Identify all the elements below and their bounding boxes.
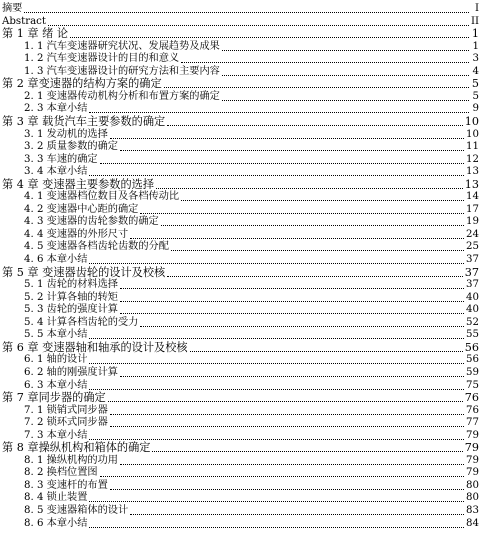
toc-dot-leader bbox=[167, 125, 463, 126]
toc-dot-leader bbox=[89, 112, 469, 113]
toc-chapter-entry[interactable] bbox=[0, 441, 479, 454]
toc-entry-label: 6. 2 轴的刚强度计算 bbox=[24, 366, 118, 378]
toc-section-entry[interactable] bbox=[0, 366, 479, 379]
toc-dot-leader bbox=[120, 301, 464, 302]
toc-dot-leader bbox=[152, 451, 462, 452]
toc-dot-leader bbox=[89, 389, 464, 390]
toc-section-entry[interactable] bbox=[0, 65, 479, 78]
toc-entry-label: 8. 5 变速器箱体的设计 bbox=[24, 505, 129, 516]
toc-dot-leader bbox=[164, 87, 469, 88]
toc-section-entry[interactable] bbox=[0, 379, 479, 392]
toc-page-number: 37 bbox=[466, 254, 479, 265]
toc-entry-label: 1. 3 汽车变速器设计的研究方法和主要内容 bbox=[24, 65, 220, 77]
toc-entry-label: 5. 4 计算各档齿轮的受力 bbox=[24, 316, 139, 328]
toc-dot-leader bbox=[120, 464, 464, 465]
toc-entry-label: 7. 3 本章小结 bbox=[24, 429, 88, 441]
toc-dot-leader bbox=[130, 514, 464, 515]
toc-page-number: 59 bbox=[466, 366, 479, 378]
toc-section-entry[interactable] bbox=[0, 517, 479, 530]
toc-entry-label: 8. 2 换档位置图 bbox=[24, 467, 98, 479]
toc-page-number: 80 bbox=[466, 479, 479, 491]
toc-page-number: 84 bbox=[466, 517, 479, 529]
toc-dot-leader bbox=[120, 150, 464, 151]
toc-page-number: 24 bbox=[466, 228, 479, 240]
toc-entry-label: 3. 1 发动机的选择 bbox=[24, 128, 108, 140]
toc-dot-leader bbox=[89, 175, 464, 176]
toc-page-number: I bbox=[474, 3, 479, 14]
toc-dot-leader bbox=[110, 138, 464, 139]
toc-dot-leader bbox=[222, 75, 469, 76]
toc-page-number: 10 bbox=[464, 114, 479, 128]
toc-dot-leader bbox=[108, 401, 463, 402]
toc-page-number: 40 bbox=[466, 291, 479, 303]
toc-page-number: 56 bbox=[466, 354, 479, 366]
toc-page-number: 37 bbox=[466, 279, 479, 291]
toc-dot-leader bbox=[89, 338, 464, 339]
toc-section-entry[interactable] bbox=[0, 165, 479, 178]
toc-page-number: 25 bbox=[466, 241, 479, 253]
toc-entry-label: 5. 1 齿轮的材料选择 bbox=[24, 279, 118, 291]
toc-entry-label: 8. 6 本章小结 bbox=[24, 517, 88, 529]
toc-entry-label: 4. 2 变速器中心距的确定 bbox=[24, 203, 139, 215]
toc-section-entry[interactable] bbox=[0, 203, 479, 216]
toc-entry-label: 第 6 章 变速器轴和轴承的设计及校核 bbox=[2, 340, 188, 354]
toc-entry-label: 1. 1 汽车变速器研究状况、发展趋势及成果 bbox=[24, 40, 220, 52]
toc-page-number: 79 bbox=[464, 441, 479, 455]
toc-dot-leader bbox=[167, 276, 463, 277]
toc-entry-label: 4. 4 变速器的外形尺寸 bbox=[24, 228, 129, 240]
toc-section-entry[interactable] bbox=[0, 353, 479, 366]
toc-page-number: 76 bbox=[466, 404, 479, 416]
toc-section-entry[interactable] bbox=[0, 278, 479, 291]
toc-chapter-entry[interactable] bbox=[0, 2, 479, 15]
toc-entry-label: 7. 1 锁销式同步器 bbox=[24, 404, 108, 416]
toc-dot-leader bbox=[140, 326, 464, 327]
toc-section-entry[interactable] bbox=[0, 153, 479, 166]
toc-section-entry[interactable] bbox=[0, 291, 479, 304]
toc-section-entry[interactable] bbox=[0, 215, 479, 228]
toc-entry-label: 8. 3 变速杆的布置 bbox=[24, 479, 108, 491]
toc-dot-leader bbox=[100, 163, 464, 164]
toc-page-number: 37 bbox=[464, 265, 479, 279]
toc-chapter-entry[interactable] bbox=[0, 27, 479, 40]
toc-section-entry[interactable] bbox=[0, 40, 479, 53]
toc-page-number: 1 bbox=[472, 40, 479, 52]
toc-chapter-entry[interactable] bbox=[0, 77, 479, 90]
toc-section-entry[interactable] bbox=[0, 316, 479, 329]
toc-page-number: 9 bbox=[472, 103, 479, 115]
toc-entry-label: 8. 1 操纵机构的功用 bbox=[24, 454, 118, 466]
toc-page-number: 77 bbox=[466, 417, 479, 429]
toc-chapter-entry[interactable] bbox=[0, 266, 479, 279]
toc-page-number: 83 bbox=[466, 505, 479, 516]
toc-dot-leader bbox=[100, 476, 464, 477]
toc-section-entry[interactable] bbox=[0, 479, 479, 492]
toc-page-number: 3 bbox=[472, 53, 479, 65]
toc-section-entry[interactable] bbox=[0, 90, 479, 103]
toc-section-entry[interactable] bbox=[0, 504, 479, 517]
toc-dot-leader bbox=[181, 200, 464, 201]
toc-dot-leader bbox=[48, 25, 469, 26]
toc-entry-label: 5. 5 本章小结 bbox=[24, 329, 88, 341]
toc-page-number: 13 bbox=[464, 177, 479, 191]
toc-dot-leader bbox=[120, 288, 464, 289]
toc-dot-leader bbox=[24, 12, 469, 13]
toc-page-number: 14 bbox=[466, 191, 479, 203]
toc-page-number: II bbox=[470, 15, 479, 27]
toc-section-entry[interactable] bbox=[0, 52, 479, 65]
toc-dot-leader bbox=[89, 439, 464, 440]
toc-section-entry[interactable] bbox=[0, 328, 479, 341]
toc-page-number: 79 bbox=[466, 467, 479, 479]
toc-section-entry[interactable] bbox=[0, 416, 479, 429]
toc-entry-label: 第 1 章 绪 论 bbox=[2, 27, 69, 41]
toc-page-number: 12 bbox=[466, 153, 479, 165]
toc-entry-label: 3. 3 车速的确定 bbox=[24, 153, 98, 165]
toc-dot-leader bbox=[70, 37, 469, 38]
toc-chapter-entry[interactable] bbox=[0, 178, 479, 191]
toc-dot-leader bbox=[222, 50, 469, 51]
toc-dot-leader bbox=[89, 527, 464, 528]
toc-entry-label: 第 3 章 载货汽车主要参数的确定 bbox=[2, 114, 166, 128]
toc-dot-leader bbox=[140, 213, 464, 214]
toc-chapter-entry[interactable] bbox=[0, 341, 479, 354]
toc-section-entry[interactable] bbox=[0, 140, 479, 153]
toc-page-number: 79 bbox=[466, 429, 479, 441]
toc-page-number: 40 bbox=[466, 304, 479, 316]
toc-entry-label: 第 2 章变速器的结构方案的确定 bbox=[2, 77, 162, 91]
toc-page-number: 17 bbox=[466, 203, 479, 215]
toc-entry-label: 5. 2 计算各轴的转矩 bbox=[24, 291, 118, 303]
toc-dot-leader bbox=[110, 426, 464, 427]
toc-dot-leader bbox=[110, 489, 464, 490]
toc-page-number: 56 bbox=[464, 340, 479, 354]
toc-page-number: 13 bbox=[466, 166, 479, 178]
toc-section-entry[interactable] bbox=[0, 240, 479, 253]
toc-page-number: 79 bbox=[466, 454, 479, 466]
toc-entry-label: 第 7 章同步器的确定 bbox=[2, 391, 106, 405]
toc-entry-label: 2. 1 变速器传动机构分析和布置方案的确定 bbox=[24, 90, 220, 102]
toc-entry-label: 4. 1 变速器档位数目及各档传动比 bbox=[24, 191, 180, 203]
toc-page-number: 76 bbox=[464, 391, 479, 405]
toc-dot-leader bbox=[89, 501, 464, 502]
toc-page-number: 55 bbox=[466, 329, 479, 341]
toc-dot-leader bbox=[181, 62, 469, 63]
toc-entry-label: 2. 3 本章小结 bbox=[24, 103, 88, 115]
toc-dot-leader bbox=[89, 363, 464, 364]
toc-entry-label: 1. 2 汽车变速器设计的目的和意义 bbox=[24, 53, 180, 65]
toc-section-entry[interactable] bbox=[0, 253, 479, 266]
toc-page-number: 52 bbox=[466, 316, 479, 328]
toc-entry-label: 6. 1 轴的设计 bbox=[24, 354, 88, 366]
toc-entry-label: 7. 2 锁环式同步器 bbox=[24, 417, 108, 429]
toc-dot-leader bbox=[110, 414, 464, 415]
toc-dot-leader bbox=[156, 188, 463, 189]
toc-dot-leader bbox=[161, 225, 464, 226]
toc-entry-label: 3. 4 本章小结 bbox=[24, 166, 88, 178]
toc-dot-leader bbox=[120, 313, 464, 314]
toc-entry-label: 3. 2 质量参数的确定 bbox=[24, 141, 118, 153]
toc-chapter-entry[interactable] bbox=[0, 391, 479, 404]
toc-page-number: 4 bbox=[472, 65, 479, 77]
toc-page-number: 75 bbox=[466, 379, 479, 391]
toc-chapter-entry[interactable] bbox=[0, 115, 479, 128]
toc-section-entry[interactable] bbox=[0, 303, 479, 316]
toc-section-entry[interactable] bbox=[0, 128, 479, 141]
toc-section-entry[interactable] bbox=[0, 404, 479, 417]
toc-entry-label: 4. 3 变速器的齿轮参数的确定 bbox=[24, 216, 159, 228]
toc-entry-label: 4. 5 变速器各档齿轮齿数的分配 bbox=[24, 241, 169, 253]
toc-page-number: 11 bbox=[466, 141, 479, 153]
toc-entry-label: Abstract bbox=[2, 15, 46, 27]
toc-dot-leader bbox=[190, 351, 463, 352]
toc-section-entry[interactable] bbox=[0, 466, 479, 479]
toc-section-entry[interactable] bbox=[0, 102, 479, 115]
toc-entry-label: 4. 6 本章小结 bbox=[24, 254, 88, 265]
toc-page-number: 5 bbox=[471, 77, 479, 91]
toc-chapter-entry[interactable] bbox=[0, 15, 479, 28]
toc-entry-label: 第 4 章 变速器主要参数的选择 bbox=[2, 177, 155, 191]
toc-entry-label: 第 8 章操纵机构和箱体的确定 bbox=[2, 441, 151, 455]
toc-section-entry[interactable] bbox=[0, 454, 479, 467]
toc-section-entry[interactable] bbox=[0, 491, 479, 504]
toc-entry-label: 第 5 章 变速器齿轮的设计及校核 bbox=[2, 265, 166, 279]
toc-page-number: 1 bbox=[471, 27, 479, 41]
toc-entry-label: 8. 4 锁止装置 bbox=[24, 492, 88, 504]
toc-entry-label: 6. 3 本章小结 bbox=[24, 379, 88, 391]
toc-section-entry[interactable] bbox=[0, 429, 479, 442]
toc-entry-label: 5. 3 齿轮的强度计算 bbox=[24, 304, 118, 316]
toc-dot-leader bbox=[89, 263, 464, 264]
toc-dot-leader bbox=[222, 100, 469, 101]
toc-page-number: 19 bbox=[466, 216, 479, 228]
toc-page-number: 10 bbox=[466, 128, 479, 140]
toc-dot-leader bbox=[130, 238, 464, 239]
toc-page-number: 80 bbox=[466, 492, 479, 504]
toc-dot-leader bbox=[171, 250, 464, 251]
toc-dot-leader bbox=[120, 376, 464, 377]
toc-entry-label: 摘要 bbox=[2, 3, 23, 14]
toc-section-entry[interactable] bbox=[0, 228, 479, 241]
toc-page-number: 5 bbox=[472, 90, 479, 102]
toc-section-entry[interactable] bbox=[0, 190, 479, 203]
